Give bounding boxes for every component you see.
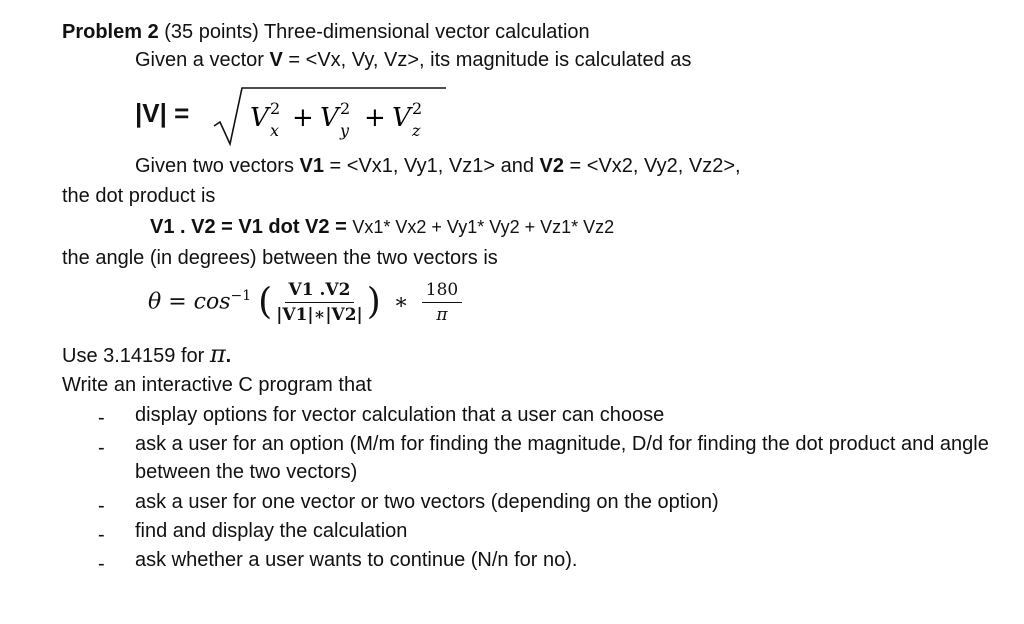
pi-symbol: π (209, 340, 226, 368)
angle-formula (148, 278, 462, 327)
problem-title (62, 20, 590, 44)
pi-note (62, 342, 231, 368)
magnitude-sqrt-formula (210, 82, 450, 152)
task-bullet-2: ask a user for an option (M/m for finding the magnitude, D/d for finding the dot product and angle between the two vectors) (135, 433, 989, 483)
dot-intro-text: Given two vectors (135, 155, 300, 177)
vector-v2-label: V2 (539, 155, 564, 177)
degree-fraction (422, 278, 462, 327)
magnitude-formula (135, 98, 189, 128)
problem-points: (35 points) Three-dimensional vector calculation (164, 21, 590, 43)
magnitude-lhs: |V| = (135, 98, 190, 128)
exp-z: 2 (412, 99, 423, 118)
bullet-dash-3: - (98, 495, 105, 517)
plus-1: + (292, 103, 314, 133)
task-bullet-3: ask a user for one vector or two vectors (depending on the option) (135, 491, 719, 513)
term-vx: V (250, 103, 269, 133)
dot-formula (150, 215, 614, 239)
degree-denominator: π (436, 305, 448, 325)
task-intro: Write an interactive C program that (62, 374, 372, 396)
vector-v1-label: V1 (299, 155, 324, 177)
angle-fraction (272, 278, 367, 327)
sub-z: z (412, 121, 421, 140)
sub-x: x (270, 121, 280, 140)
inverse-exponent: −1 (230, 288, 252, 305)
term-vz: V (392, 103, 411, 133)
fraction-denominator: |V1|∗|V2| (276, 305, 363, 325)
right-paren: ) (366, 281, 381, 323)
dot-line2: the dot product is (62, 185, 216, 207)
bullet-dash-2: - (98, 437, 105, 459)
times-symbol: ∗ (393, 289, 409, 315)
pi-note-text: Use 3.14159 for (62, 345, 210, 367)
bullet-dash-1: - (98, 407, 105, 429)
dot-intro (135, 154, 741, 178)
pi-note-period: . (225, 345, 232, 367)
plus-2: + (364, 103, 386, 133)
dot-formula-bold: V1 . V2 = V1 dot V2 = (150, 216, 353, 238)
exp-x: 2 (270, 99, 281, 118)
bullet-dash-4: - (98, 524, 105, 546)
term-vy: V (320, 103, 339, 133)
dot-formula-rest: Vx1* Vx2 + Vy1* Vy2 + Vz1* Vz2 (352, 217, 615, 237)
degree-numerator: 180 (422, 278, 462, 303)
exp-y: 2 (340, 99, 351, 118)
task-bullet-1: display options for vector calculation that a user can choose (135, 404, 665, 426)
sub-y: y (340, 121, 350, 140)
task-bullet-5: ask whether a user wants to continue (N/n for no). (135, 549, 578, 571)
left-paren: ( (258, 281, 273, 323)
angle-intro: the angle (in degrees) between the two vectors is (62, 247, 498, 269)
vector-v-label: V (269, 49, 283, 71)
magnitude-intro-rest: = <Vx, Vy, Vz>, its magnitude is calculated as (282, 49, 692, 71)
task-bullet-4: find and display the calculation (135, 520, 408, 542)
dot-intro-mid: = <Vx1, Vy1, Vz1> and (323, 155, 540, 177)
fraction-numerator: V1 .V2 (285, 278, 355, 303)
magnitude-intro-text: Given a vector (135, 49, 270, 71)
magnitude-intro (135, 48, 691, 72)
dot-intro-post: = <Vx2, Vy2, Vz2>, (563, 155, 741, 177)
bullet-dash-5: - (98, 553, 105, 575)
theta-cos: θ = cos (148, 289, 231, 315)
problem-label: Problem 2 (62, 21, 159, 43)
